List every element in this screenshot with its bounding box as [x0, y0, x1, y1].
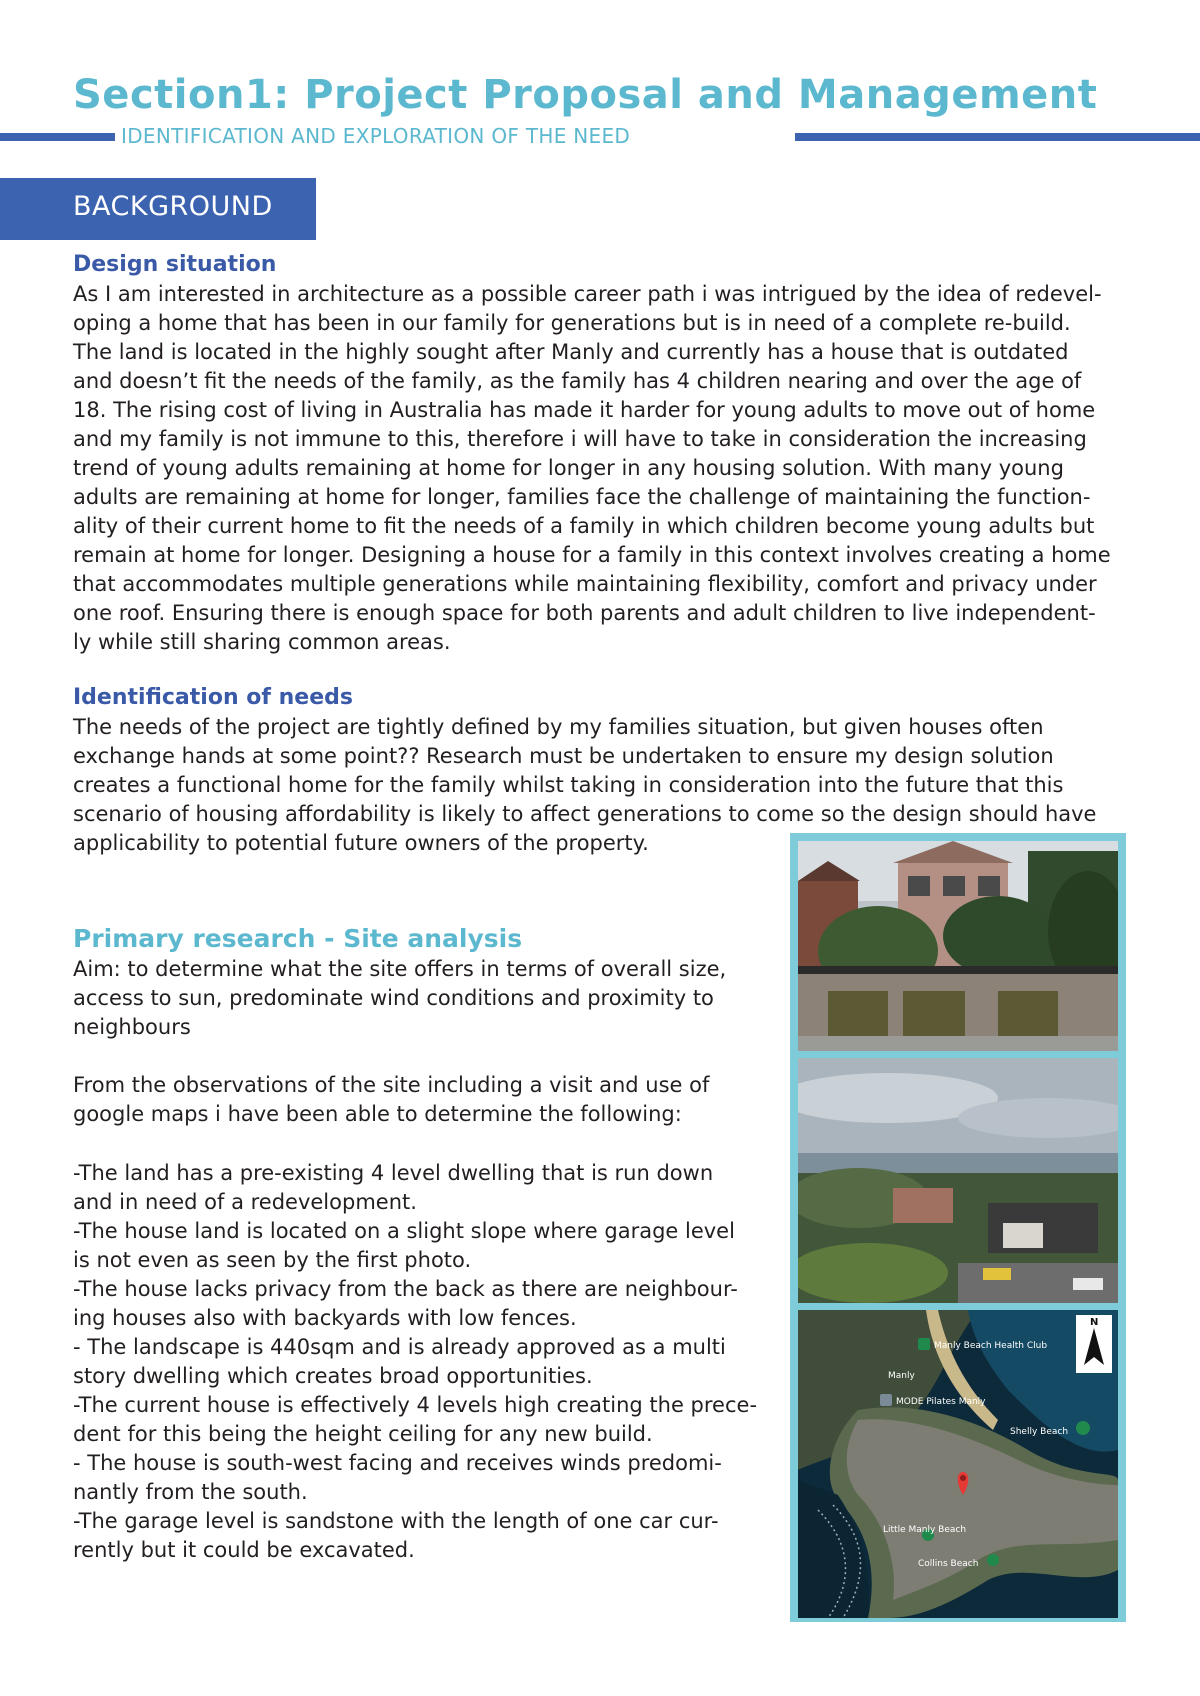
text-line: exchange hands at some point?? Research must be undertaken to ensure my design solution — [73, 744, 1054, 768]
harbour-view-photo — [798, 1058, 1118, 1303]
map-label-little-manly: Little Manly Beach — [883, 1525, 967, 1535]
text-line: 18. The rising cost of living in Australia has made it harder for young adults to move out of home — [73, 398, 1096, 422]
text-line: As I am interested in architecture as a possible career path i was intrigued by the idea of redevel- — [73, 282, 1102, 306]
text-line: -The land has a pre-existing 4 level dwelling that is run down — [73, 1161, 714, 1185]
research-intro-text — [73, 1071, 773, 1129]
text-line: that accommodates multiple generations while maintaining flexibility, comfort and privacy under — [73, 572, 1097, 596]
research-aim-text — [73, 955, 773, 1042]
map-north-label: N — [1090, 1317, 1099, 1328]
text-line: - The landscape is 440sqm and is already approved as a multi — [73, 1335, 726, 1359]
title-rule-right — [795, 133, 1200, 141]
text-line: and doesn’t fit the needs of the family, as the family has 4 children nearing and over the age of — [73, 369, 1082, 393]
text-line: Aim: to determine what the site offers in terms of overall size, — [73, 957, 727, 981]
text-line: story dwelling which creates broad opportunities. — [73, 1364, 593, 1388]
text-line: remain at home for longer. Designing a house for a family in this context involves creating a home — [73, 543, 1111, 567]
section-badge — [0, 178, 316, 240]
text-line: creates a functional home for the family whilst taking in consideration into the future that this — [73, 773, 1064, 797]
map-label-pilates: MODE Pilates Manly — [896, 1397, 986, 1407]
map-label-health-club: Manly Beach Health Club — [934, 1341, 1048, 1351]
text-line: dent for this being the height ceiling for any new build. — [73, 1422, 653, 1446]
page-title: Section1: Project Proposal and Management — [73, 72, 1098, 118]
text-line: -The house land is located on a slight slope where garage level — [73, 1219, 735, 1243]
text-line: - The house is south-west facing and receives winds predomi- — [73, 1451, 722, 1475]
design-situation-heading: Design situation — [73, 252, 277, 277]
text-line: trend of young adults remaining at home for longer in any housing solution. With many young — [73, 456, 1064, 480]
title-rule-left — [0, 133, 115, 141]
map-label-shelly-beach: Shelly Beach — [1010, 1427, 1069, 1437]
text-line: ing houses also with backyards with low fences. — [73, 1306, 577, 1330]
text-line: access to sun, predominate wind conditions and proximity to — [73, 986, 714, 1010]
text-line: and my family is not immune to this, therefore i will have to take in consideration the increasing — [73, 427, 1087, 451]
text-line: and in need of a redevelopment. — [73, 1190, 417, 1214]
map-label-collins-beach: Collins Beach — [918, 1559, 979, 1569]
section-badge-label: BACKGROUND — [73, 191, 273, 222]
design-situation-text — [73, 280, 1133, 657]
text-line: -The house lacks privacy from the back as there are neighbour- — [73, 1277, 738, 1301]
house-street-photo — [798, 841, 1118, 1051]
text-line: is not even as seen by the first photo. — [73, 1248, 472, 1272]
primary-research-heading: Primary research - Site analysis — [73, 924, 523, 953]
text-line: The needs of the project are tightly defined by my families situation, but given houses often — [73, 715, 1044, 739]
satellite-map — [798, 1310, 1118, 1618]
text-line: -The current house is effectively 4 levels high creating the prece- — [73, 1393, 758, 1417]
text-line: ly while still sharing common areas. — [73, 630, 451, 654]
text-line: From the observations of the site including a visit and use of — [73, 1073, 710, 1097]
text-line: oping a home that has been in our family for generations but is in need of a complete re-build. — [73, 311, 1071, 335]
text-line: nantly from the south. — [73, 1480, 308, 1504]
text-line: -The garage level is sandstone with the length of one car cur- — [73, 1509, 719, 1533]
identification-heading: Identification of needs — [73, 685, 353, 710]
text-line: rently but it could be excavated. — [73, 1538, 415, 1562]
text-line: applicability to potential future owners of the property. — [73, 831, 649, 855]
research-findings-list — [73, 1159, 773, 1565]
map-label-manly: Manly — [888, 1371, 915, 1381]
text-line: one roof. Ensuring there is enough space for both parents and adult children to live independent- — [73, 601, 1096, 625]
text-line: ality of their current home to fit the needs of a family in which children become young adults but — [73, 514, 1095, 538]
text-line: adults are remaining at home for longer, families face the challenge of maintaining the function- — [73, 485, 1091, 509]
text-line: neighbours — [73, 1015, 191, 1039]
text-line: scenario of housing affordability is likely to affect generations to come so the design should have — [73, 802, 1097, 826]
text-line: The land is located in the highly sought after Manly and currently has a house that is outdated — [73, 340, 1069, 364]
page-subtitle: IDENTIFICATION AND EXPLORATION OF THE NEED — [121, 124, 631, 148]
site-photo-panel — [790, 833, 1126, 1622]
text-line: google maps i have been able to determine the following: — [73, 1102, 682, 1126]
